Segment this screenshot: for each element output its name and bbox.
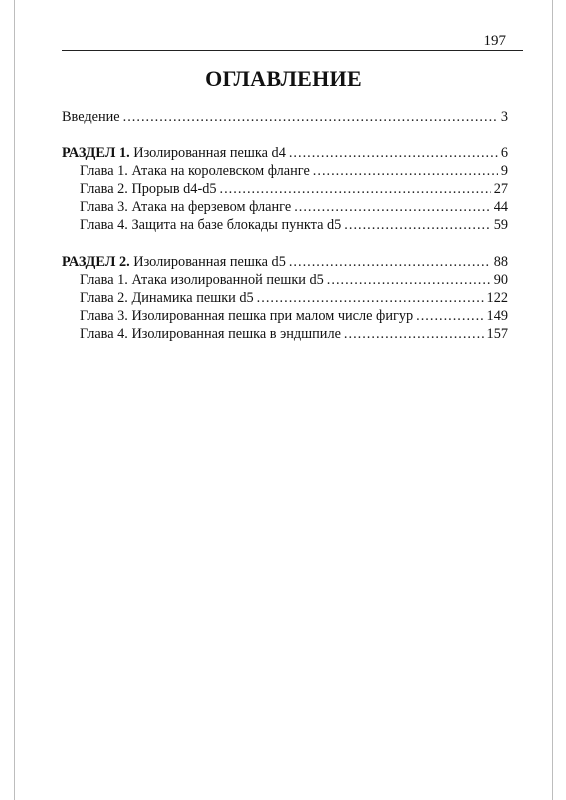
page-number: 197 — [483, 33, 506, 49]
toc-entry-page: 6 — [500, 145, 508, 161]
toc-entry-intro — [62, 108, 508, 126]
table-of-contents — [62, 108, 508, 343]
toc-entry-label: Глава 4. Защита на базе блокады пункта d5 — [80, 217, 342, 233]
toc-chapter — [62, 325, 508, 343]
dot-leader — [289, 253, 491, 271]
toc-section-2 — [62, 253, 508, 271]
section-title: Изолированная пешка d4 — [133, 145, 286, 161]
toc-entry-label: Глава 3. Атака на ферзевом фланге — [80, 199, 292, 215]
dot-leader — [344, 216, 490, 234]
toc-chapter — [62, 289, 508, 307]
toc-entry-page: 3 — [500, 109, 508, 125]
toc-chapter — [62, 180, 508, 198]
book-page — [14, 0, 553, 800]
toc-section-1 — [62, 144, 508, 162]
toc-entry-page: 9 — [500, 163, 508, 179]
toc-entry-page: 149 — [486, 308, 508, 324]
dot-leader — [416, 307, 483, 325]
header-rule — [62, 50, 523, 51]
toc-entry-label: Глава 2. Прорыв d4-d5 — [80, 181, 217, 197]
section-prefix: РАЗДЕЛ 2. — [62, 254, 130, 270]
toc-entry-page: 157 — [486, 326, 508, 342]
toc-entry-label: Введение — [62, 109, 120, 125]
toc-section-label — [62, 144, 286, 162]
dot-leader — [344, 325, 484, 343]
dot-leader — [220, 180, 491, 198]
toc-chapter — [62, 198, 508, 216]
toc-entry-page: 122 — [486, 290, 508, 306]
toc-entry-page: 27 — [493, 181, 508, 197]
toc-chapter — [62, 216, 508, 234]
toc-entry-page: 88 — [493, 254, 508, 270]
toc-entry-label: Глава 1. Атака на королевском фланге — [80, 163, 310, 179]
dot-leader — [257, 289, 484, 307]
toc-entry-label: Глава 1. Атака изолированной пешки d5 — [80, 272, 324, 288]
toc-chapter — [62, 271, 508, 289]
dot-leader — [294, 198, 491, 216]
dot-leader — [313, 162, 498, 180]
dot-leader — [289, 144, 498, 162]
toc-section-label — [62, 253, 286, 271]
toc-title: ОГЛАВЛЕНИЕ — [205, 66, 362, 91]
toc-entry-page: 90 — [493, 272, 508, 288]
section-prefix: РАЗДЕЛ 1. — [62, 145, 130, 161]
toc-entry-label: Глава 4. Изолированная пешка в эндшпиле — [80, 326, 341, 342]
toc-entry-page: 44 — [493, 199, 508, 215]
toc-entry-label: Глава 3. Изолированная пешка при малом числе фигур — [80, 308, 414, 324]
dot-leader — [327, 271, 491, 289]
toc-entry-page: 59 — [493, 217, 508, 233]
toc-chapter — [62, 162, 508, 180]
toc-chapter — [62, 307, 508, 325]
section-title: Изолированная пешка d5 — [133, 254, 286, 270]
dot-leader — [123, 108, 498, 126]
toc-entry-label: Глава 2. Динамика пешки d5 — [80, 290, 254, 306]
